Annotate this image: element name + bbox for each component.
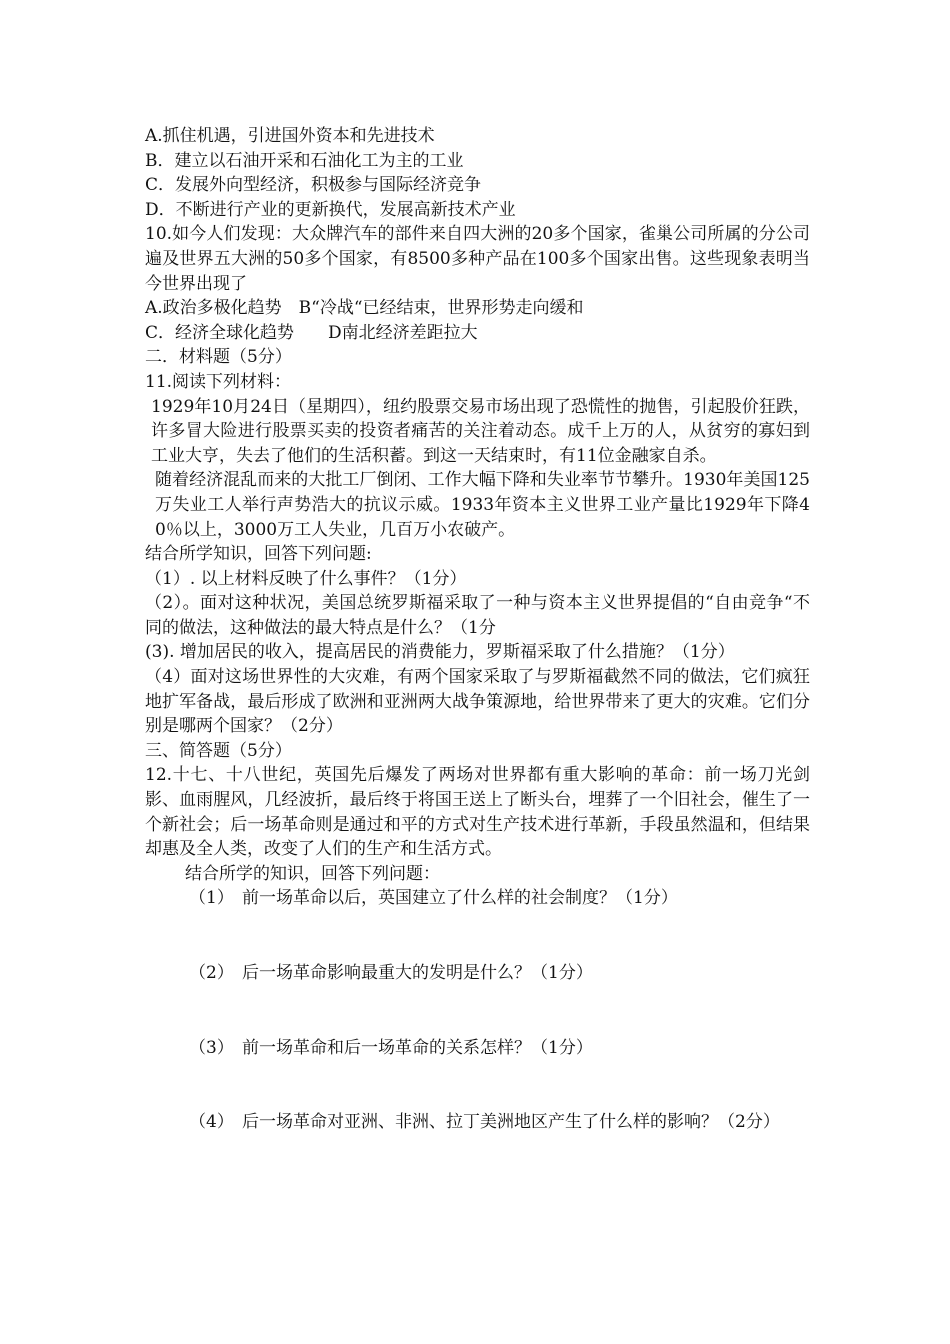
- q10-options-cd: C．经济全球化趋势 D南北经济差距拉大: [145, 322, 478, 343]
- document-page: [145, 124, 810, 1135]
- q9-option-a: A.抓住机遇，引进国外资本和先进技术: [145, 126, 435, 146]
- section2-heading: 二．材料题（5分）: [145, 347, 292, 368]
- q9-option-d: D．不断进行产业的更新换代，发展高新技术产业: [145, 199, 516, 220]
- answer-space: [145, 911, 810, 961]
- q12-prompt: 结合所学的知识，回答下列问题：: [185, 863, 440, 884]
- section3-heading: 三、简答题（5分）: [145, 740, 292, 761]
- subquestion-number: （4）: [189, 1112, 234, 1133]
- q11-prompt: 结合所学知识，回答下列问题:: [145, 544, 372, 565]
- subquestion-text: 后一场革命影响最重大的发明是什么？（1分）: [242, 963, 593, 983]
- q10-options-ab: A.政治多极化趋势 B“冷战“已经结束，世界形势走向缓和: [145, 298, 584, 319]
- q12-stem: 12.十七、十八世纪，英国先后爆发了两场对世界都有重大影响的革命：前一场刀光剑影、血雨腥风，几经波折，最后终于将国王送上了断头台，埋葬了一个旧社会，催生了一个新社会；后一场革命则是通过和平的方式对生产技术进行革新，手段虽然温和，但结果却惠及全人类，改变了人们的生产和生活方式。: [145, 765, 810, 860]
- subquestion-number: （3）: [189, 1037, 234, 1058]
- q11-material-paragraph-2: 随着经济混乱而来的大批工厂倒闭、工作大幅下降和失业率节节攀升。1930年美国125万失业工人举行声势浩大的抗议示威。1933年资本主义世界工业产量比1929年下降40％以上，3000万工人失业，几百万小农破产。: [155, 470, 810, 540]
- q11-subquestion-2: （2）。面对这种状况，美国总统罗斯福采取了一种与资本主义世界提倡的“自由竞争“不同的做法，这种做法的最大特点是什么？（1分: [145, 593, 810, 638]
- q12-subquestion-1: [145, 886, 810, 911]
- answer-space: [145, 986, 810, 1036]
- subquestion-number: （1）: [189, 888, 234, 909]
- q11-material-paragraph-1: 1929年10月24日（星期四），纽约股票交易市场出现了恐慌性的抛售，引起股价狂跌，许多冒大险进行股票买卖的投资者痛苦的关注着动态。成千上万的人，从贫穷的寡妇到工业大亨，失去了他们的生活积蓄。到这一天结束时，有11位金融家自杀。: [151, 396, 810, 466]
- q9-option-b: B．建立以石油开采和石油化工为主的工业: [145, 150, 464, 171]
- q11-title: 11.阅读下列材料：: [145, 371, 292, 392]
- q11-subquestion-4: （4）面对这场世界性的大灾难，有两个国家采取了与罗斯福截然不同的做法，它们疯狂地扩军备战，最后形成了欧洲和亚洲两大战争策源地，给世界带来了更大的灾难。它们分别是哪两个国家？（2分）: [145, 667, 810, 737]
- q12-subquestion-2: [145, 961, 810, 986]
- subquestion-number: （2）: [189, 963, 234, 983]
- q11-subquestion-3: (3). 增加居民的收入，提高居民的消费能力，罗斯福采取了什么措施？（1分）: [145, 642, 735, 663]
- q11-subquestion-1: （1）. 以上材料反映了什么事件？（1分）: [145, 568, 467, 589]
- q12-subquestion-3: [145, 1036, 810, 1061]
- q12-subquestion-4: [145, 1110, 810, 1135]
- subquestion-text: 前一场革命和后一场革命的关系怎样？（1分）: [242, 1037, 593, 1058]
- subquestion-text: 前一场革命以后，英国建立了什么样的社会制度？（1分）: [242, 888, 678, 909]
- subquestion-text: 后一场革命对亚洲、非洲、拉丁美洲地区产生了什么样的影响？（2分）: [242, 1112, 780, 1133]
- answer-space: [145, 1060, 810, 1110]
- q10-stem: 10.如今人们发现：大众牌汽车的部件来自四大洲的20多个国家，雀巢公司所属的分公司遍及世界五大洲的50多个国家，有8500多种产品在100多个国家出售。这些现象表明当今世界出现了: [145, 224, 810, 294]
- q9-option-c: C．发展外向型经济，积极参与国际经济竞争: [145, 175, 482, 196]
